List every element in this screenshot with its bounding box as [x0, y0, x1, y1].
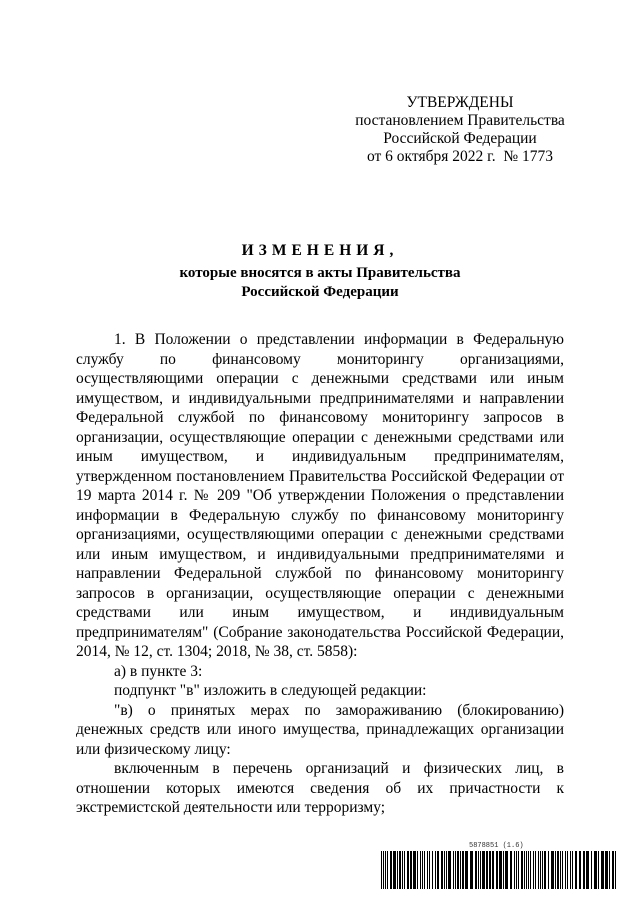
- barcode-bar: [505, 851, 508, 889]
- barcode-bar: [598, 851, 599, 889]
- barcode-bar: [530, 851, 531, 889]
- barcode-bar: [544, 851, 546, 889]
- barcode-bar: [410, 851, 412, 889]
- document-barcode: [381, 842, 617, 892]
- barcode-bar: [460, 851, 461, 889]
- barcode-bar: [435, 851, 436, 889]
- barcode-bar: [557, 851, 559, 889]
- barcode-bar: [441, 851, 443, 889]
- barcode-bar: [455, 851, 456, 889]
- barcode-bar: [542, 851, 543, 889]
- barcode-bar: [567, 851, 568, 889]
- barcode-bar: [387, 851, 388, 889]
- barcode-bar: [555, 851, 556, 889]
- paragraph-list-entry: включенным в перечень организаций и физических лиц, в отношении которых имеются сведения об их причастности к экстремистской деятельности или терроризму;: [76, 760, 564, 816]
- barcode-bar: [528, 851, 529, 889]
- barcode-bar: [444, 851, 445, 889]
- barcode-bar: [457, 851, 459, 889]
- barcode-bar: [407, 851, 409, 889]
- barcode-bar: [551, 851, 554, 889]
- barcode-bar: [399, 851, 401, 889]
- barcode-bar: [404, 851, 405, 889]
- barcode-bar: [475, 851, 477, 889]
- barcode-bar: [583, 851, 585, 889]
- barcode-bar: [420, 851, 421, 889]
- document-body: [76, 330, 564, 818]
- barcode-bar: [437, 851, 439, 889]
- barcode-bar: [492, 851, 494, 889]
- barcode-bar: [591, 851, 592, 889]
- subtitle-line: Российской Федерации: [241, 284, 399, 300]
- paragraph-quoted-text: "в) о принятых мерах по замораживанию (блокированию) денежных средств или иного имущества, принадлежащих организации или физическому лицу:: [76, 701, 564, 758]
- barcode-bar: [448, 851, 451, 889]
- barcode-bar: [422, 851, 423, 889]
- barcode-icon: [381, 851, 617, 889]
- barcode-code-text: 5878851 (1.6): [469, 842, 524, 850]
- approval-heading: УТВЕРЖДЕНЫ: [406, 94, 514, 111]
- barcode-bar: [565, 851, 566, 889]
- barcode-bar: [516, 851, 517, 889]
- barcode-bar: [510, 851, 512, 889]
- barcode-bar: [397, 851, 398, 889]
- barcode-bar: [521, 851, 523, 889]
- barcode-bar: [499, 851, 502, 889]
- paragraph-instruction: подпункт "в" изложить в следующей редакции:: [114, 682, 427, 699]
- paragraph-subitem-a: а) в пункте 3:: [114, 662, 203, 680]
- barcode-bar: [540, 851, 541, 889]
- barcode-bar: [548, 851, 549, 889]
- approval-date-number: от 6 октября 2022 г. № 1773: [366, 148, 553, 165]
- barcode-bar: [560, 851, 561, 889]
- barcode-bar: [496, 851, 498, 889]
- barcode-bar: [427, 851, 428, 889]
- barcode-bar: [615, 851, 616, 889]
- document-subtitle: [76, 264, 564, 302]
- barcode-bar: [432, 851, 433, 889]
- barcode-bar: [478, 851, 479, 889]
- document-title: ИЗМЕНЕНИЯ,: [241, 242, 399, 259]
- approval-block: [340, 94, 580, 166]
- barcode-bar: [453, 851, 454, 889]
- barcode-bar: [413, 851, 416, 889]
- barcode-bar: [482, 851, 485, 889]
- barcode-bar: [579, 851, 581, 889]
- barcode-bar: [594, 851, 597, 889]
- subtitle-line: которые вносятся в акты Правительства: [179, 265, 461, 281]
- barcode-bar: [570, 851, 571, 889]
- barcode-bar: [381, 851, 382, 889]
- barcode-bar: [470, 851, 473, 889]
- barcode-bar: [480, 851, 481, 889]
- barcode-bar: [524, 851, 525, 889]
- barcode-bar: [446, 851, 447, 889]
- barcode-bar: [535, 851, 536, 889]
- barcode-bar: [486, 851, 488, 889]
- barcode-bar: [575, 851, 577, 889]
- barcode-bar: [518, 851, 519, 889]
- barcode-bar: [533, 851, 534, 889]
- barcode-bar: [514, 851, 515, 889]
- barcode-bar: [503, 851, 504, 889]
- barcode-bar: [605, 851, 608, 889]
- barcode-bar: [572, 851, 573, 889]
- barcode-bar: [402, 851, 403, 889]
- barcode-bar: [586, 851, 589, 889]
- barcode-bar: [465, 851, 468, 889]
- barcode-bar: [383, 851, 384, 889]
- barcode-bar: [538, 851, 539, 889]
- barcode-bar: [385, 851, 386, 889]
- barcode-bar: [390, 851, 392, 889]
- barcode-bar: [612, 851, 614, 889]
- barcode-bar: [424, 851, 425, 889]
- barcode-bar: [429, 851, 430, 889]
- barcode-bar: [489, 851, 491, 889]
- barcode-bar: [417, 851, 418, 889]
- approval-line: Российской Федерации: [383, 130, 537, 147]
- barcode-bar: [562, 851, 563, 889]
- barcode-bar: [526, 851, 527, 889]
- barcode-bar: [462, 851, 464, 889]
- barcode-bar: [601, 851, 604, 889]
- barcode-bar: [393, 851, 396, 889]
- barcode-bar: [609, 851, 610, 889]
- approval-line: постановлением Правительства: [355, 112, 565, 129]
- paragraph-item-1: 1. В Положении о представлении информации в Федеральную службу по финансовому мониторингу организациями, осуществляющими операции с денежными средствами или иным имуществом, и индивидуальными предпринимателями и направлении Федеральной службой по финансовому мониторингу запросов в организации, осуществляющие операции с денежными средствами или иным имуществом, и индивидуальным предпринимателям, утвержденном постановлением Правительства Российской Федерации от 19 марта 2014 г. № 209 "Об утверждении Положения о представлении информации в Федеральную службу по финансовому мониторингу организациями, осуществляющими операции с денежными средствами или иным имуществом, и индивидуальными предпринимателями и направлении Федеральной службой по финансовому мониторингу запросов в организации, осуществляющие операции с денежными средствами или иным имуществом, и индивидуальным предпринимателям" (Собрание законодательства Российской Федерации, 2014, № 12, ст. 1304; 2018, № 38, ст. 5858):: [76, 331, 564, 660]
